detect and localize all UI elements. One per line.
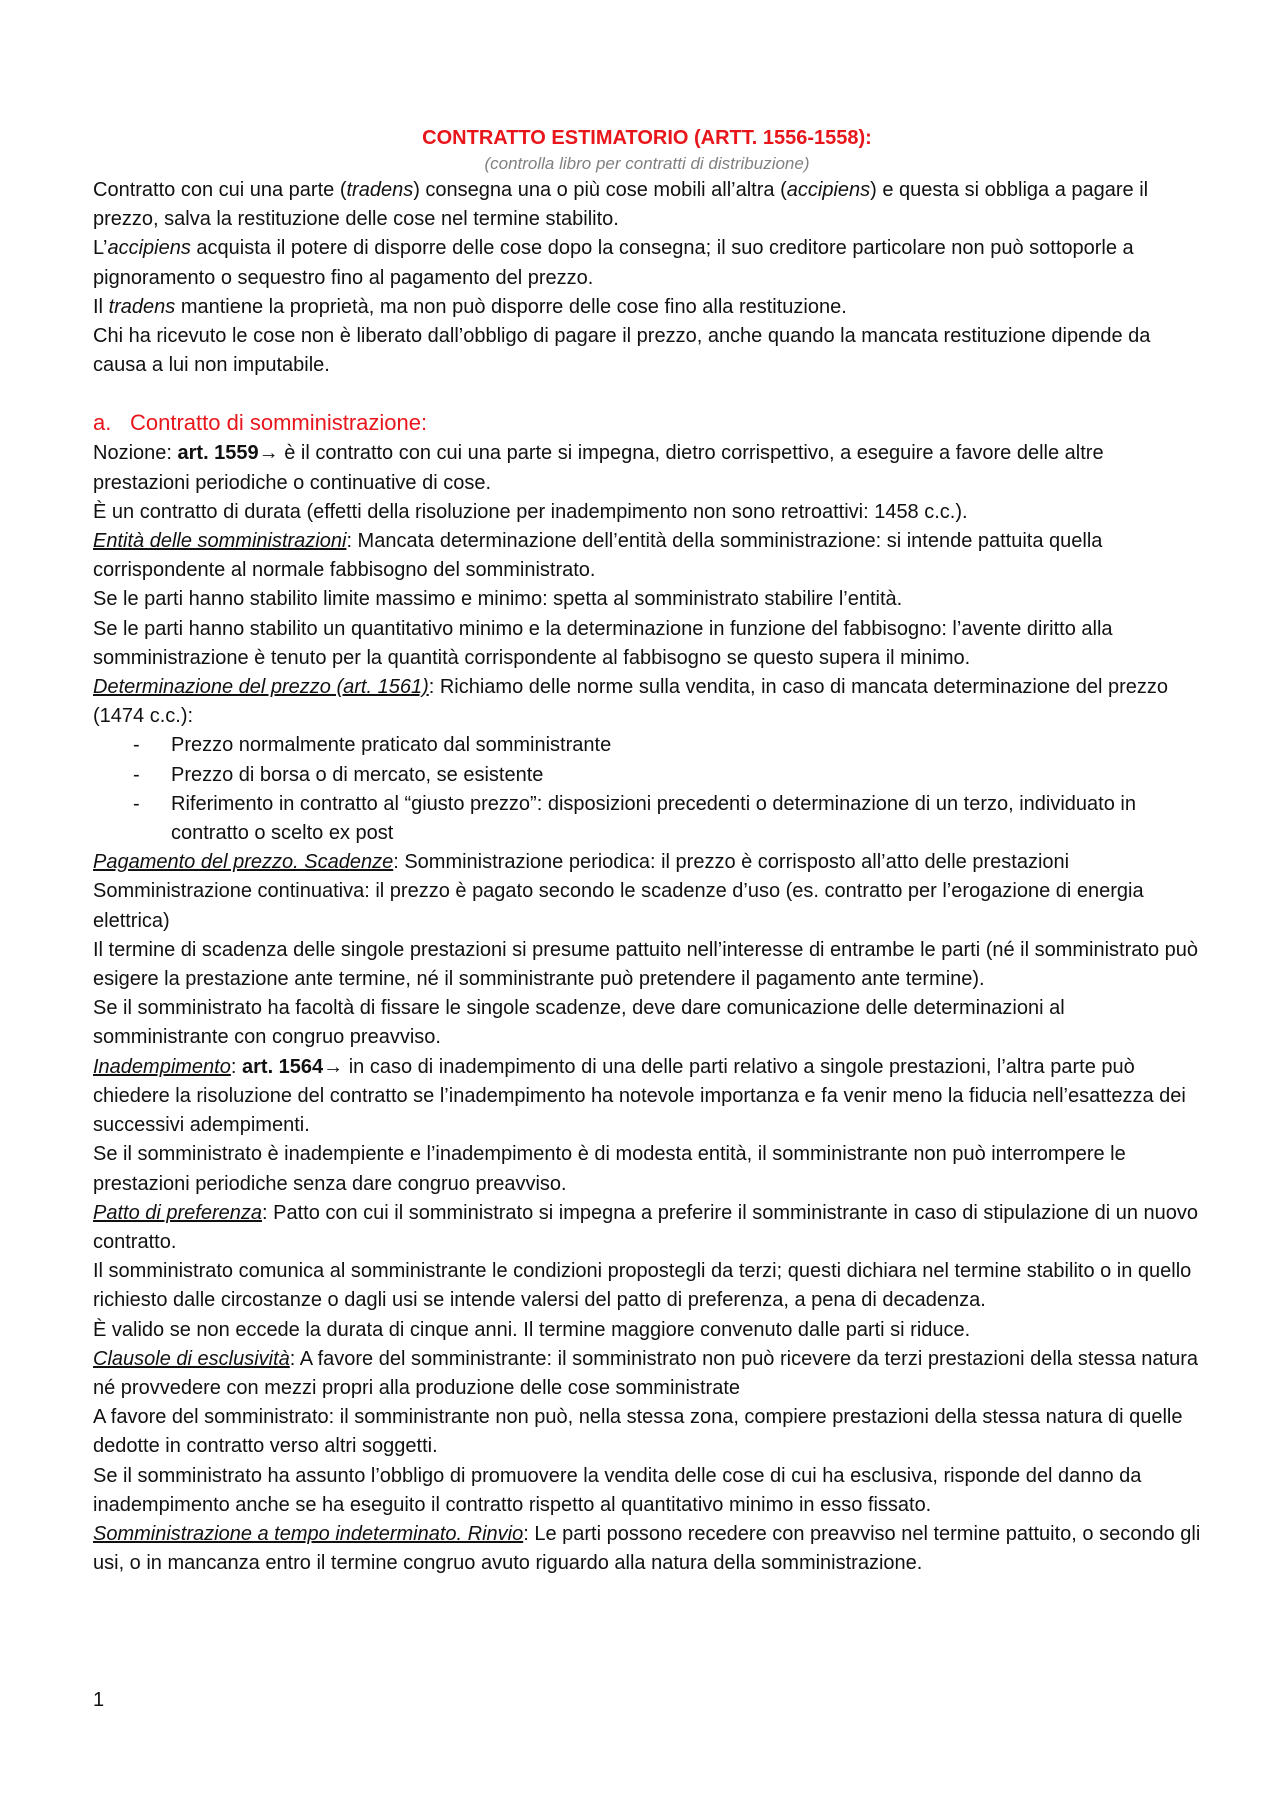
paragraph-obbligo: Chi ha ricevuto le cose non è liberato dall’obbligo di pagare il prezzo, anche quando la mancata restituzione dipende da causa a lui non imputabile.: [93, 325, 1151, 377]
paragraph-tradens: Il tradens mantiene la proprietà, ma non può disporre delle cose fino alla restituzione.: [93, 295, 847, 318]
paragraph-facolta: Se il somministrato ha facoltà di fissare le singole scadenze, deve dare comunicazione delle determinazioni al somministrante con congruo preavviso.: [93, 997, 1065, 1049]
section-heading: a. Contratto di somministrazione:: [93, 410, 428, 436]
paragraph-valido: È valido se non eccede la durata di cinque anni. Il termine maggiore convenuto dalle parti si riduce.: [93, 1318, 971, 1341]
bullet-dash: -: [133, 734, 140, 757]
list-item: - Riferimento in contratto al “giusto prezzo”: disposizioni precedenti o determinazione di un terzo, individuato in contratto o scelto ex post: [93, 790, 1201, 848]
document-subtitle: (controlla libro per contratti di distribuzione): [484, 154, 810, 173]
paragraph-modesta: Se il somministrato è inadempiente e l’inadempimento è di modesta entità, il somministrante non può interrompere le prestazioni periodiche senza dare congruo preavviso.: [93, 1143, 1126, 1195]
paragraph-inadempimento: Inadempimento: art. 1564→ in caso di inadempimento di una delle parti relativo a singole prestazioni, l’altra parte può chiedere la risoluzione del contratto se l’inadempimento ha notevole importanza e fa venir meno la fiducia nell’esattezza dei successivi adempimenti.: [93, 1055, 1186, 1137]
document-title: CONTRATTO ESTIMATORIO (ARTT. 1556-1558):: [422, 127, 872, 149]
paragraph-comunica: Il somministrato comunica al somministrante le condizioni propostegli da terzi; questi dichiara nel termine stabilito o in quello richiesto dalle circostanze o dagli usi se intende valersi del patto di preferenza, a pena di decadenza.: [93, 1260, 1192, 1312]
paragraph-accipiens: L’accipiens acquista il potere di disporre delle cose dopo la consegna; il suo creditore particolare non può sottoporle a pignoramento o sequestro fino al pagamento del prezzo.: [93, 237, 1134, 289]
paragraph-patto: Patto di preferenza: Patto con cui il somministrato si impegna a preferire il somministrante in caso di stipulazione di un nuovo contratto.: [93, 1201, 1198, 1253]
page-number: 1: [93, 1689, 105, 1711]
bullet-dash: -: [133, 763, 140, 786]
paragraph-favore: A favore del somministrato: il somministrante non può, nella stessa zona, compiere prestazioni della stessa natura di quelle dedotte in contratto verso altri soggetti.: [93, 1406, 1183, 1458]
paragraph-entita: Entità delle somministrazioni: Mancata determinazione dell’entità della somministrazione: si intende pattuita quella corrispondente al normale fabbisogno del somministrato.: [93, 530, 1103, 582]
paragraph-termine: Il termine di scadenza delle singole prestazioni si presume pattuito nell’interesse di entrambe le parti (né il somministrato può esigere la prestazione ante termine, né il somministrante può pretendere il pagamento ante termine).: [93, 938, 1198, 991]
paragraph-clausole: Clausole di esclusività: A favore del somministrante: il somministrato non può ricevere da terzi prestazioni della stessa natura né provvedere con mezzi propri alla produzione delle cose somministrate: [93, 1347, 1198, 1399]
bullet-dash: -: [133, 792, 140, 815]
paragraph-prezzo: Determinazione del prezzo (art. 1561): Richiamo delle norme sulla vendita, in caso di mancata determinazione del prezzo (1474 c.c.):: [93, 676, 1169, 728]
paragraph-durata: È un contratto di durata (effetti della risoluzione per inadempimento non sono retroattivi: 1458 c.c.).: [93, 500, 968, 523]
paragraph-definition: Contratto con cui una parte (tradens) consegna una o più cose mobili all’altra (accipiens) e questa si obbliga a pagare il prezzo, salva la restituzione delle cose nel termine stabilito.: [93, 179, 1149, 231]
paragraph-quantitativo: Se le parti hanno stabilito un quantitativo minimo e la determinazione in funzione del fabbisogno: l’avente diritto alla somministrazione è tenuto per la quantità corrispondente al fabbisogno se questo supera il minimo.: [93, 617, 1113, 669]
price-bullet-list: [93, 731, 1201, 848]
paragraph-nozione: Nozione: art. 1559→ è il contratto con cui una parte si impegna, dietro corrispettivo, a eseguire a favore delle altre prestazioni periodiche o continuative di cose.: [93, 442, 1104, 494]
list-item: - Prezzo normalmente praticato dal somministrante: [93, 731, 1201, 760]
paragraph-pagamento: Pagamento del prezzo. Scadenze: Somministrazione periodica: il prezzo è corrisposto all’atto delle prestazioni: [93, 851, 1070, 874]
paragraph-tempo: Somministrazione a tempo indeterminato. Rinvio: Le parti possono recedere con preavviso nel termine pattuito, o secondo gli usi, o in mancanza entro il termine congruo avuto riguardo alla natura della somministrazione.: [93, 1522, 1201, 1575]
arrow-right-icon: →: [323, 1055, 344, 1078]
paragraph-limite: Se le parti hanno stabilito limite massimo e minimo: spetta al somministrato stabilire l’entità.: [93, 588, 903, 611]
document-body: [93, 124, 1201, 1578]
paragraph-promuovere: Se il somministrato ha assunto l’obbligo di promuovere la vendita delle cose di cui ha esclusiva, risponde del danno da inadempimento anche se ha eseguito il contratto rispetto al quantitativo minimo in esso fissato.: [93, 1464, 1142, 1516]
list-item: - Prezzo di borsa o di mercato, se esistente: [93, 761, 1201, 790]
spacer: [93, 380, 1201, 407]
arrow-right-icon: →: [258, 442, 279, 465]
paragraph-continuativa: Somministrazione continuativa: il prezzo è pagato secondo le scadenze d’uso (es. contratto per l’erogazione di energia elettrica): [93, 880, 1144, 932]
